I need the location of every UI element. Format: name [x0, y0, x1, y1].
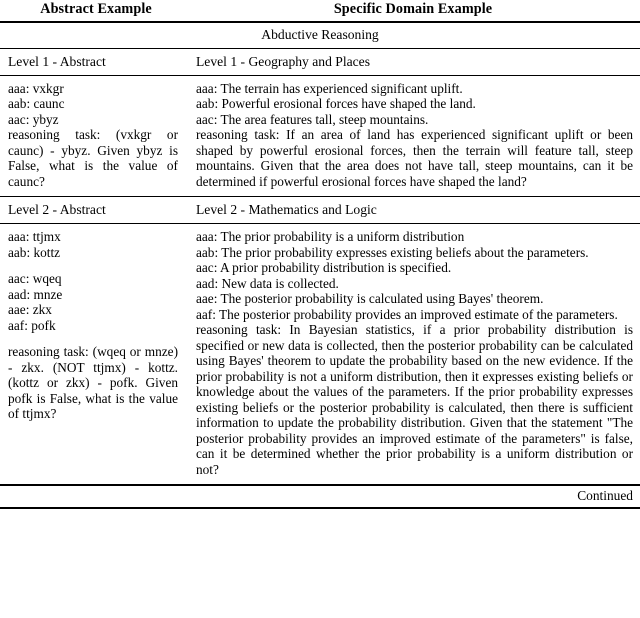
level2-right-fact-aab: aab: The prior probability expresses existing beliefs about the parameters.	[196, 244, 589, 260]
level1-left-content	[0, 76, 186, 196]
level2-right-fact-aaa: aaa: The prior probability is a uniform distribution	[196, 229, 465, 245]
level2-heading-row	[0, 197, 640, 223]
level1-left-reasoning-task: reasoning task: (vxkgr or caunc) - ybyz. Given ybyz is False, what is the value of caunc?	[8, 127, 178, 189]
level1-right-heading: Level 1 - Geography and Places	[196, 54, 371, 69]
section-title-abductive-reasoning: Abductive Reasoning	[261, 27, 379, 42]
column-header-specific-domain-example: Specific Domain Example	[333, 1, 493, 17]
level1-left-fact-aab: aab: caunc	[8, 96, 65, 112]
level2-left-fact-aaa: aaa: ttjmx	[8, 229, 61, 245]
level2-right-reasoning-task: reasoning task: In Bayesian statistics, if a prior probability distribution is specified or new data is collected, then the posterior probability can be calculated using Bayes' theorem to update the probability based on the new evidence. If the prior probability is not a uniform distribution, then it expresses existing beliefs or knowledge about the values of the parameters. If the prior probability expresses existing beliefs or the posterior probability is calculated, then there is sufficient information to update the probability distribution. Given that the statement "The posterior probability provides an improved estimate of the parameters" is false, can it be determined whether the prior probability is a uniform distribution or not?	[196, 322, 633, 477]
level1-right-fact-aab: aab: Powerful erosional forces have shaped the land.	[196, 96, 476, 112]
level1-right-fact-aaa: aaa: The terrain has experienced significant uplift.	[196, 81, 463, 96]
table-header-row	[0, 0, 640, 21]
level2-left-fact-aae: aae: zkx	[8, 302, 52, 318]
continued-label: Continued	[577, 488, 633, 504]
level1-left-fact-aac: aac: ybyz	[8, 111, 59, 127]
level1-heading-row	[0, 49, 640, 75]
level2-right-fact-aac: aac: A prior probability distribution is specified.	[196, 260, 452, 276]
level1-right-content	[186, 76, 640, 196]
footer-row	[0, 486, 640, 507]
level2-right-heading: Level 2 - Mathematics and Logic	[196, 202, 377, 218]
level1-right-fact-aac: aac: The area features tall, steep mountains.	[196, 111, 429, 127]
level2-left-reasoning-task: reasoning task: (wqeq or mnze) - zkx. (NOT ttjmx) - kottz. (kottz or zkx) - pofk. Given pofk is False, what is the value of ttjmx?	[8, 344, 178, 422]
level1-body-row	[0, 76, 640, 196]
level2-left-content	[0, 224, 186, 484]
rule-below-footer	[0, 507, 640, 509]
level2-right-content	[186, 224, 640, 484]
level2-right-fact-aae: aae: The posterior probability is calculated using Bayes' theorem.	[196, 291, 544, 307]
column-header-abstract-example: Abstract Example	[40, 1, 152, 17]
level2-right-fact-aaf: aaf: The posterior probability provides an improved estimate of the parameters.	[196, 306, 618, 322]
level2-left-fact-aab: aab: kottz	[8, 244, 61, 260]
level2-right-fact-aad: aad: New data is collected.	[196, 275, 339, 291]
section-title-row	[0, 23, 640, 48]
level2-left-fact-aaf: aaf: pofk	[8, 317, 56, 333]
level2-left-heading: Level 2 - Abstract	[8, 202, 106, 218]
level2-left-fact-aac: aac: wqeq	[8, 271, 62, 287]
level2-left-fact-aad: aad: mnze	[8, 286, 63, 302]
level1-left-heading: Level 1 - Abstract	[8, 54, 106, 69]
level1-right-reasoning-task: reasoning task: If an area of land has experienced significant uplift or been shaped by powerful erosional forces, then the terrain will feature tall, steep mountains. Given that the area does not have tall, steep mountains, can it be determined if powerful erosional forces have shaped the land?	[196, 127, 633, 189]
level2-body-row	[0, 224, 640, 484]
level1-left-fact-aaa: aaa: vxkgr	[8, 81, 64, 96]
